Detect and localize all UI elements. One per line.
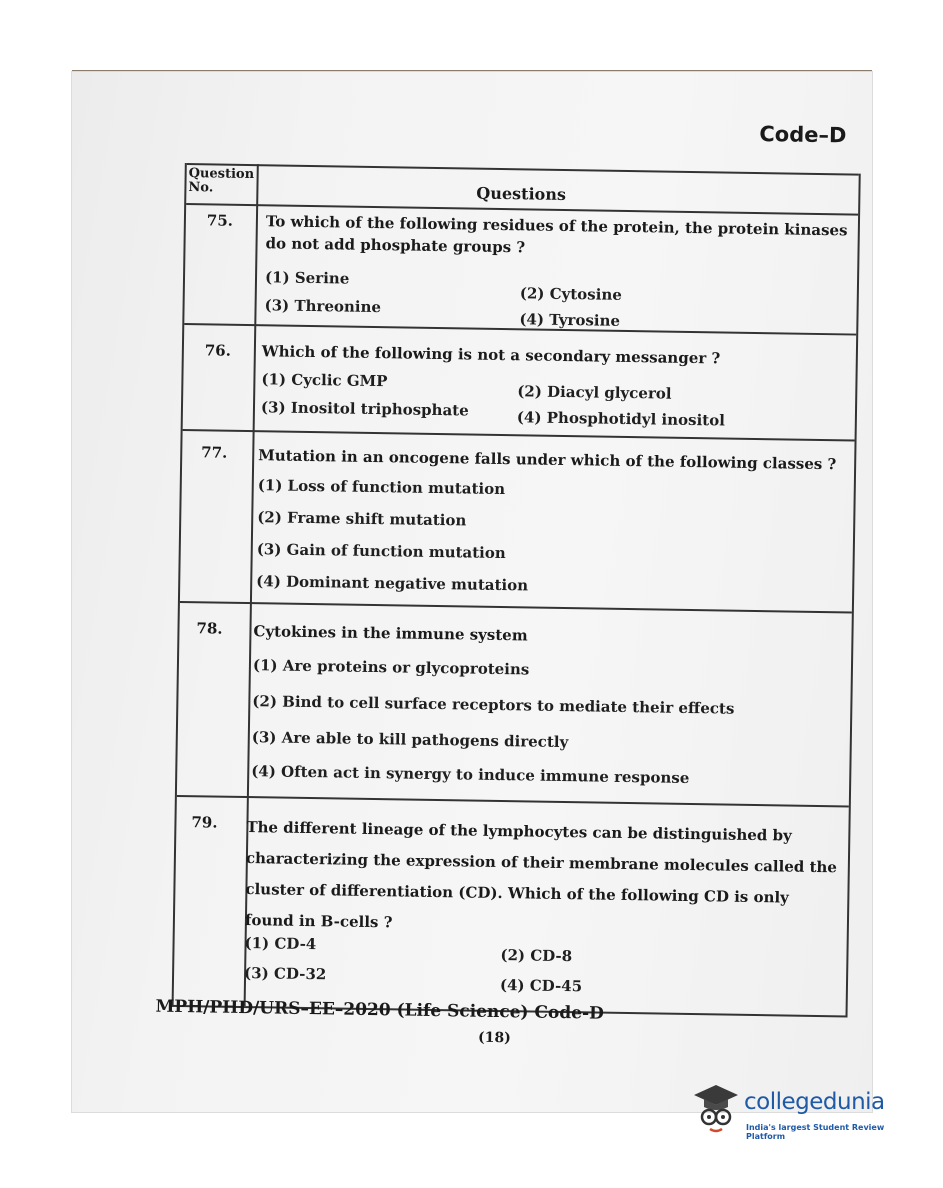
- option: (1) Loss of function mutation: [257, 476, 506, 499]
- option: (2) Diacyl glycerol: [517, 382, 672, 403]
- header-questions: Questions: [476, 183, 567, 204]
- question-number: 78.: [196, 619, 223, 638]
- header-question-no: Question No.: [188, 166, 255, 196]
- code-label: Code–D: [759, 122, 847, 148]
- option: (1) Cyclic GMP: [261, 370, 388, 391]
- question-number: 75.: [206, 211, 234, 230]
- question-number: 76.: [204, 341, 232, 360]
- option: (3) Are able to kill pathogens directly: [251, 728, 569, 752]
- option: (2) Frame shift mutation: [257, 508, 467, 530]
- question-text: Cytokines in the immune system: [253, 622, 528, 645]
- option: (4) Dominant negative mutation: [256, 572, 529, 595]
- question-text: Which of the following is not a secondary messanger ?: [261, 342, 721, 368]
- option: (1) Are proteins or glycoproteins: [252, 656, 530, 679]
- row-divider: [180, 601, 852, 614]
- option: (3) CD-32: [243, 964, 327, 984]
- brand-name: collegedunia: [744, 1089, 885, 1115]
- question-number: 79.: [191, 813, 218, 832]
- option: (4) CD-45: [499, 976, 583, 996]
- option: (4) Often act in synergy to induce immune response: [251, 762, 690, 787]
- table-header: [186, 163, 859, 216]
- question-text: The different lineage of the lymphocytes can be distinguished by characterizing the expression of their membrane molecules called the cluster of differentiation (CD). Which of the following CD is only found in B-cells ?: [244, 818, 838, 932]
- option: (1) CD-4: [244, 934, 317, 954]
- graduate-mascot-icon: [690, 1077, 742, 1137]
- option: (4) Tyrosine: [519, 310, 621, 330]
- page-number: (18): [477, 1029, 511, 1047]
- option: (2) Cytosine: [519, 284, 622, 304]
- exam-footer: MPH/PHD/URS–EE–2020 (Life Science) Code-D: [155, 996, 604, 1024]
- option: (4) Phosphotidyl inositol: [516, 408, 726, 430]
- collegedunia-watermark: [690, 1075, 920, 1145]
- option: (1) Serine: [264, 268, 350, 288]
- option: (3) Inositol triphosphate: [260, 398, 469, 420]
- row-divider: [183, 429, 855, 442]
- question-text: Mutation in an oncogene falls under which of the following classes ?: [258, 446, 837, 474]
- row-divider: [177, 795, 849, 808]
- option: (3) Gain of function mutation: [256, 540, 506, 563]
- option: (2) CD-8: [500, 946, 573, 966]
- questions-table: [172, 163, 861, 1018]
- option: (3) Threonine: [264, 296, 382, 317]
- option: (2) Bind to cell surface receptors to mediate their effects: [252, 692, 735, 718]
- question-number: 77.: [201, 443, 228, 462]
- question-text: To which of the following residues of the protein, the protein kinases do not add phosphate groups ?: [265, 212, 848, 257]
- brand-tagline: India's largest Student Review Platform: [746, 1123, 885, 1141]
